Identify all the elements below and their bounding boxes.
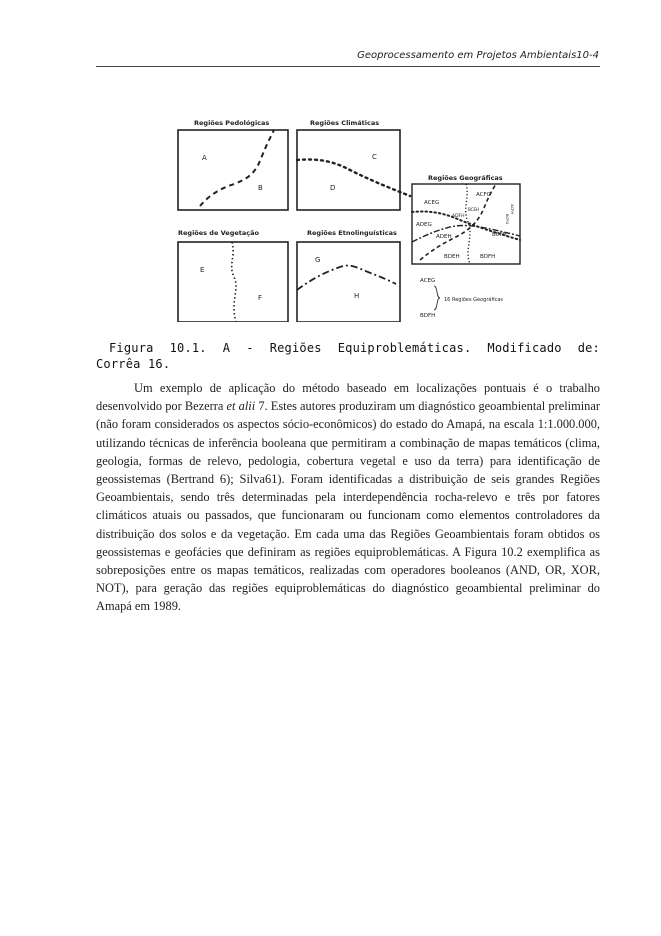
boundary-pedologicas — [200, 130, 274, 206]
panel-vegetacao — [178, 229, 288, 322]
boundary-climaticas — [297, 159, 410, 196]
running-header: Geoprocessamento em Projetos Ambientais10-4 — [357, 50, 599, 61]
legend-top: ACEG — [420, 278, 436, 284]
label-g: G — [315, 256, 321, 264]
boundary-vegetacao — [232, 242, 236, 322]
label-d: D — [330, 184, 336, 192]
geo-label-acfh: ACFH — [510, 204, 515, 215]
figure-caption — [96, 340, 600, 372]
panel-climaticas — [297, 119, 410, 210]
panel-pedologicas — [178, 119, 288, 210]
legend-text: 16 Regiões Geográficas — [444, 297, 504, 303]
paragraph-italic: et alii — [226, 399, 256, 414]
geo-label-bdfh: BDFH — [480, 254, 496, 260]
label-e: E — [200, 266, 205, 274]
panel-title-climaticas: Regiões Climáticas — [310, 119, 380, 127]
panel-title-geograficas: Regiões Geográficas — [428, 174, 503, 182]
label-a: A — [202, 154, 207, 162]
geo-label-adfh: ADFH — [452, 214, 465, 219]
geo-label-bcfh: BCFH — [492, 232, 507, 238]
boundary-etnolinguisticas — [297, 266, 396, 290]
panel-frame-etnolinguisticas — [297, 242, 400, 322]
label-c: C — [372, 153, 377, 161]
figure-diagram — [170, 112, 530, 322]
paragraph — [96, 379, 600, 616]
label-h: H — [354, 292, 360, 300]
panel-etnolinguisticas — [297, 229, 400, 322]
paragraph-part-1: Um exemplo de aplicação do método baseado em localizações pontuais é o trabalho desenvolvido por Bezerra — [96, 381, 600, 414]
geo-label-adeh: ADEH — [436, 234, 452, 240]
legend-brace — [434, 286, 440, 310]
paragraph-part-2: 7. Estes autores produziram um diagnóstico geoambiental preliminar (não foram considerados os aspectos sócio-econômicos) do estado do Amapá, na escala 1:1.000.000, utilizando técnicas de inferência booleana que permitiram a combinação de mapas temáticos (clima, geologia, formas de relevo, pedologia, cobertura vegetal e uso da terra) para identificação de geossistemas (Bertrand 6); Silva61). Foram identificadas a distribuição de seis grandes Regiões Geoambientais, sendo três determinadas pela interdependência rocha-relevo e três por fatores climáticos atuais ou passados, que funcionaram ou funcionam como elementos controladores da distribuição dos solos e da vegetação. Em cada uma das Regiões Geoambientais foram obtidos os geossistemas e geofácies que definiram as regiões equiproblemáticas. A Figura 10.2 exemplifica as sobreposições entre os mapas temáticos, realizadas com operadores booleanos (AND, OR, XOR, NOT), para geração das regiões equiproblemáticas do diagnóstico geoambiental preliminar do Amapá em 1989. — [96, 399, 600, 614]
panel-title-vegetacao: Regiões de Vegetação — [178, 229, 259, 237]
panel-title-pedologicas: Regiões Pedológicas — [194, 119, 270, 127]
body-text — [96, 379, 600, 616]
panel-title-etnolinguisticas: Regiões Etnolinguísticas — [307, 229, 397, 237]
legend-bottom: BDFH — [420, 313, 436, 319]
geo-label-acfg: ACFG — [476, 192, 491, 198]
panel-frame-pedologicas — [178, 130, 288, 210]
figure-equiproblematic-regions — [170, 112, 530, 322]
panel-geograficas — [412, 174, 520, 264]
label-b: B — [258, 184, 263, 192]
geo-label-bceh: BCEH — [468, 207, 480, 212]
legend — [420, 278, 503, 319]
caption-line-1: Figura 10.1. A - Regiões Equiproblemáticas. Modificado de: — [109, 341, 600, 355]
geo-label-adeg: ADEG — [416, 222, 432, 228]
header-rule — [96, 66, 600, 67]
geo-label-aceg: ACEG — [424, 200, 440, 206]
geo-label-bcfg: BCFG — [505, 214, 510, 225]
caption-line-2: Corrêa 16. — [96, 357, 171, 371]
geo-label-bdeh: BDEH — [444, 254, 460, 260]
label-f: F — [258, 294, 263, 302]
